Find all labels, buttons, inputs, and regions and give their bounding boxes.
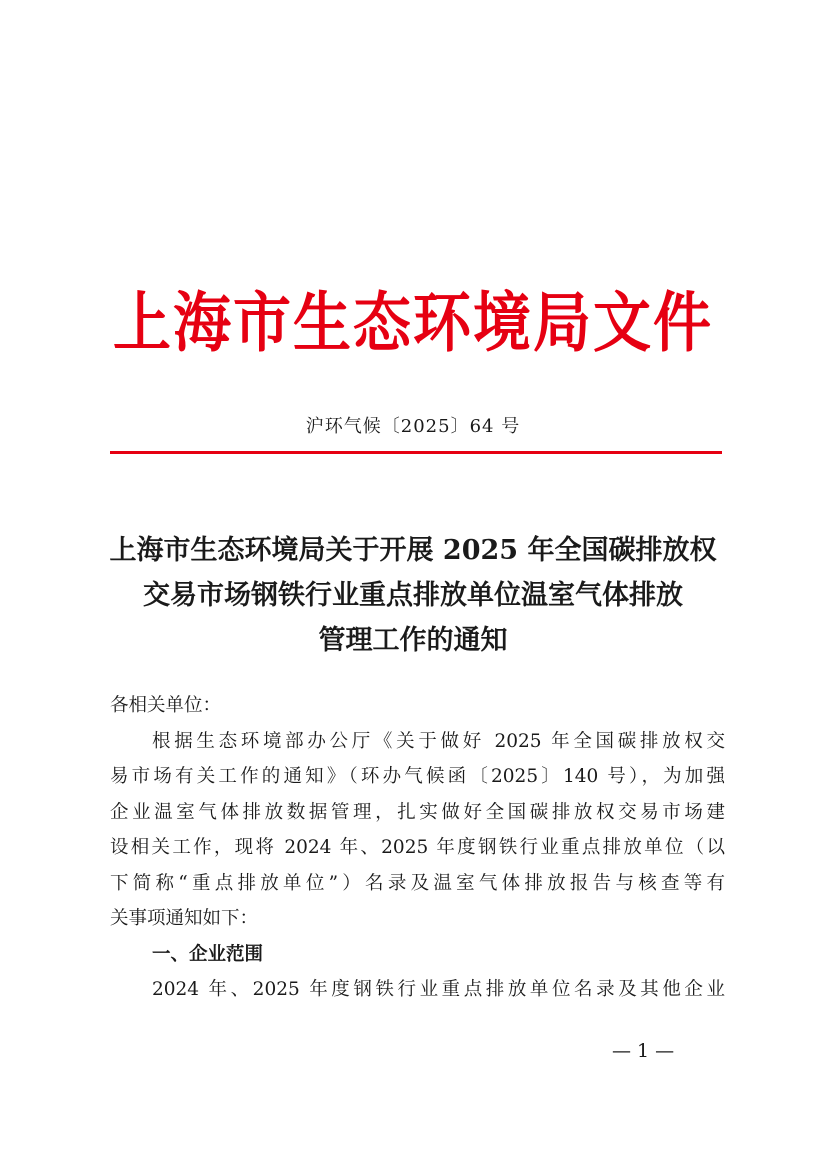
paragraph-line: 关事项通知如下： xyxy=(110,908,259,929)
section-heading: 一、企业范围 xyxy=(152,943,264,965)
paragraph-line: 根据生态环境部办公厅《关于做好 2025 年全国碳排放权交 xyxy=(152,730,725,752)
paragraph-line: 易市场有关工作的通知》（环办气候函〔2025〕140 号），为加强 xyxy=(110,766,725,787)
salutation: 各相关单位： xyxy=(110,695,222,716)
title-line: 管理工作的通知 xyxy=(318,625,508,656)
paragraph xyxy=(110,724,725,937)
paragraph-line: 下简称“重点排放单位”）名录及温室气体排放报告与核查等有 xyxy=(110,872,725,894)
paragraph-line: 设相关工作，现将 2024 年、2025 年度钢铁行业重点排放单位（以 xyxy=(110,837,725,858)
page-number: — 1 — xyxy=(612,1040,675,1062)
issuer-header: 上海市生态环境局文件 xyxy=(112,284,713,361)
red-separator-line xyxy=(110,451,722,454)
document-title xyxy=(60,528,766,663)
document-number: 沪环气候〔2025〕64 号 xyxy=(305,416,521,437)
paragraph xyxy=(110,972,725,1008)
title-line: 交易市场钢铁行业重点排放单位温室气体排放 xyxy=(143,580,683,611)
document-body xyxy=(110,688,725,1008)
paragraph-line: 企业温室气体排放数据管理，扎实做好全国碳排放权交易市场建 xyxy=(110,801,725,823)
title-line: 上海市生态环境局关于开展 2025 年全国碳排放权 xyxy=(109,535,717,566)
paragraph-line: 2024 年、2025 年度钢铁行业重点排放单位名录及其他企业 xyxy=(152,979,725,1000)
